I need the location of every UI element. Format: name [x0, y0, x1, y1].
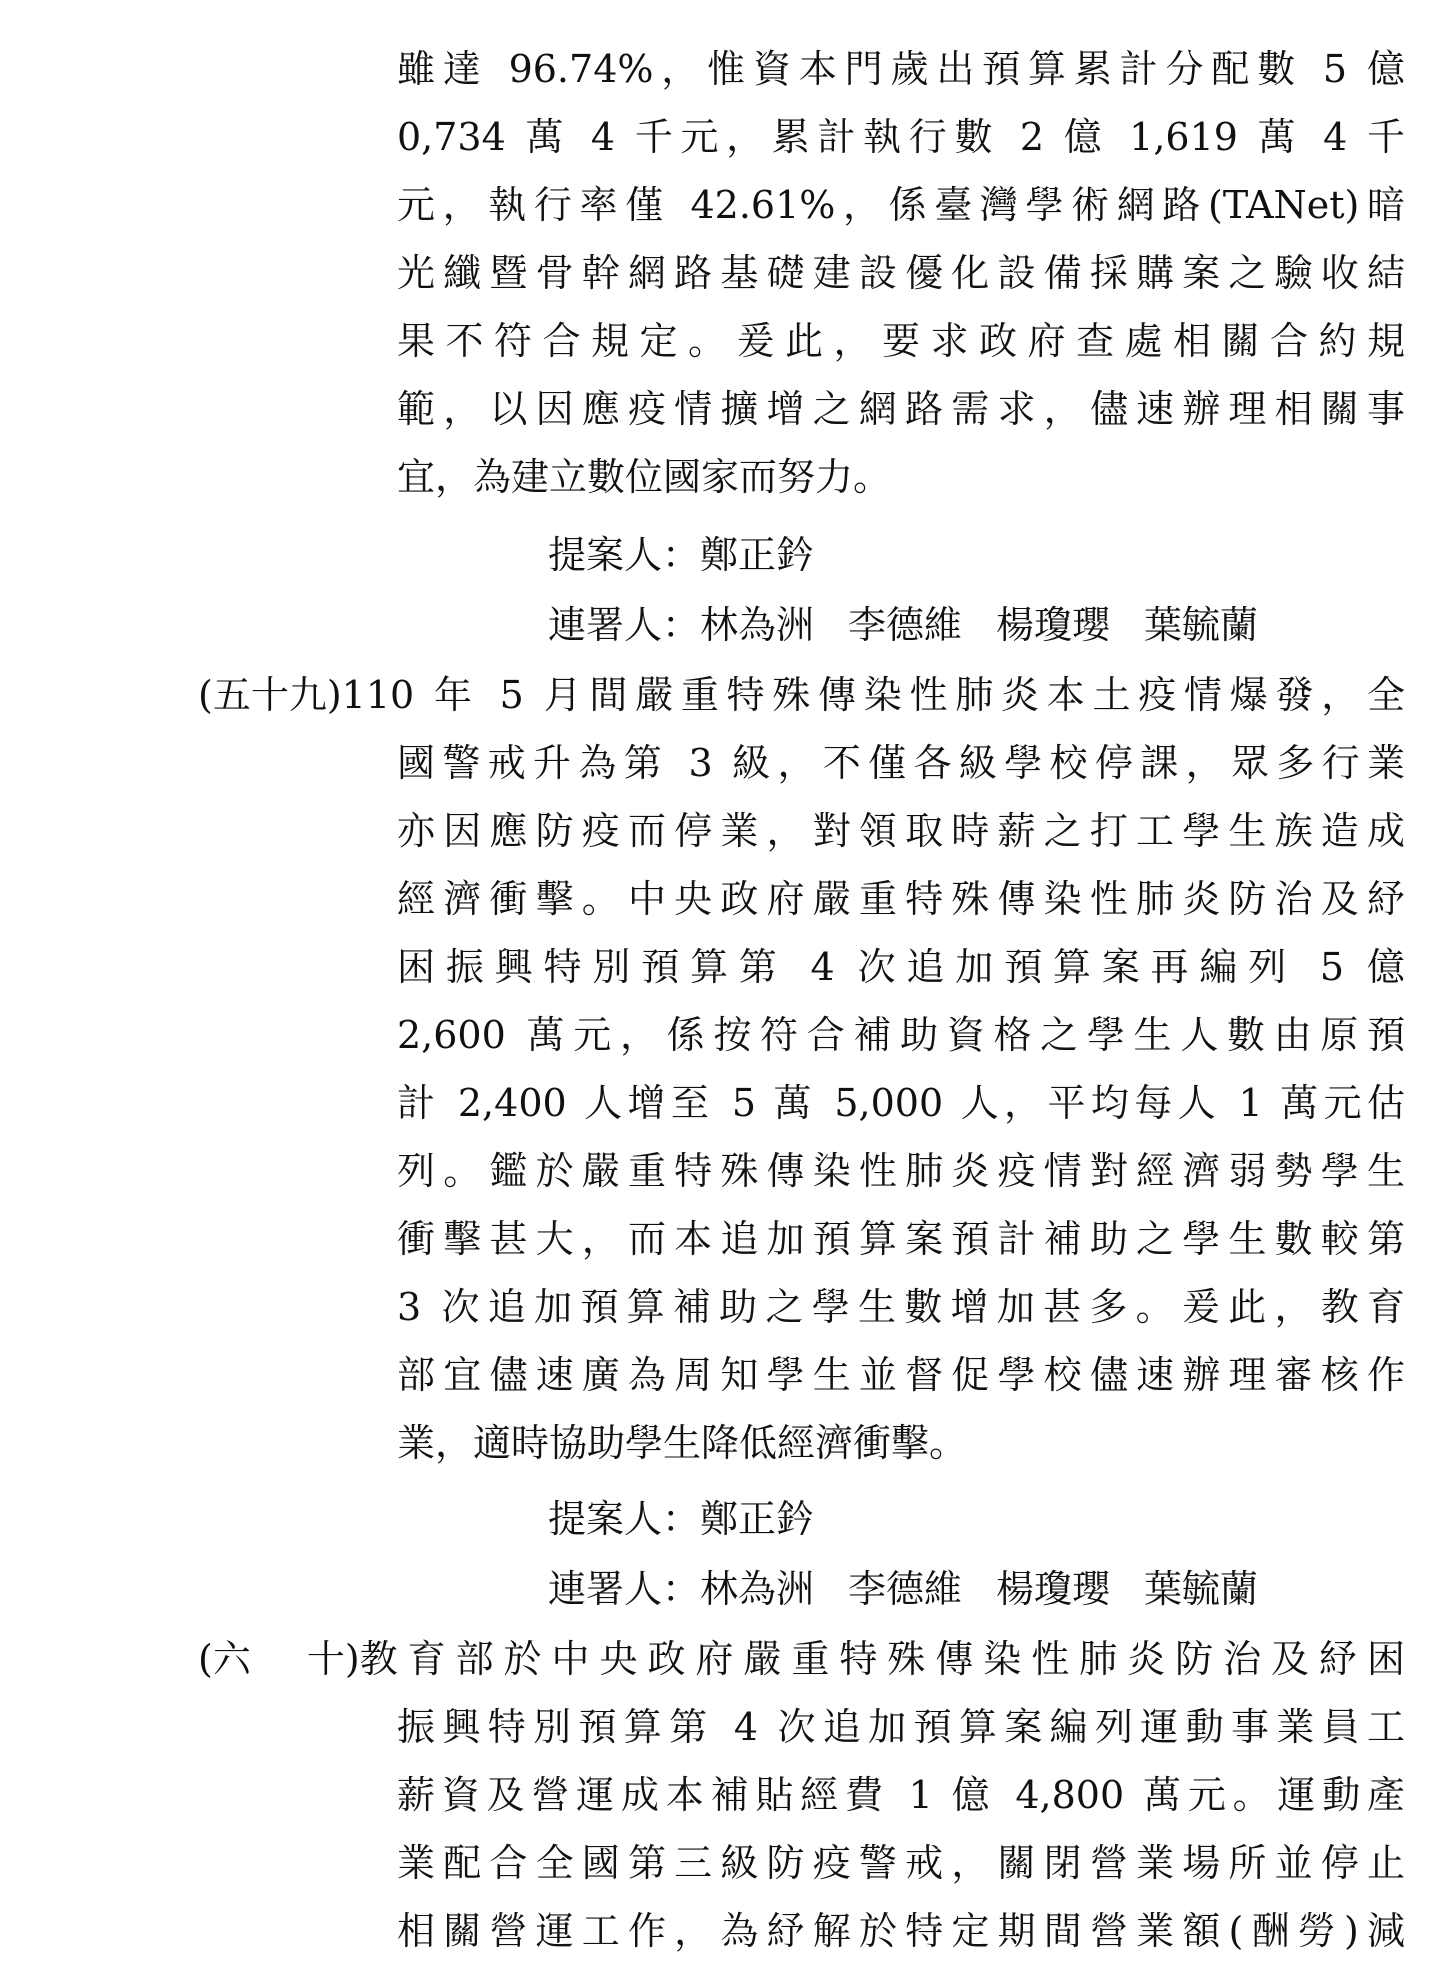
item-59-line-10: 3 次追加預算補助之學生數增加甚多。爰此，教育 — [397, 1285, 1405, 1329]
cosigner-label-58: 連署人：林為洲 — [548, 603, 815, 647]
item-60-first-line — [198, 1624, 1405, 1694]
item-59-line-9: 衝擊甚大，而本追加預算案預計補助之學生數較第 — [397, 1217, 1405, 1261]
item-60-line-4: 業配合全國第三級防疫警戒，關閉營業場所並停止 — [397, 1841, 1405, 1885]
item-59-line-7: 計 2,400 人增至 5 萬 5,000 人，平均每人 1 萬元估 — [397, 1081, 1405, 1125]
cosigner-58-3: 葉毓蘭 — [1144, 603, 1259, 647]
cosigner-59-3: 葉毓蘭 — [1144, 1567, 1259, 1611]
cosigners-59 — [548, 1554, 1405, 1624]
item-59-line-1: 110 年 5 月間嚴重特殊傳染性肺炎本土疫情爆發，全 — [341, 673, 1405, 717]
paragraph-58-line-2: 0,734 萬 4 千元，累計執行數 2 億 1,619 萬 4 千 — [397, 115, 1405, 159]
item-59-line-12: 業，適時協助學生降低經濟衝擊。 — [397, 1421, 968, 1465]
paragraph-58-line-1: 雖達 96.74%，惟資本門歲出預算累計分配數 5 億 — [397, 47, 1405, 91]
proposer-59: 提案人：鄭正鈐 — [548, 1497, 815, 1541]
item-59-line-11: 部宜儘速廣為周知學生並督促學校儘速辦理審核作 — [397, 1353, 1405, 1397]
cosigner-label-59: 連署人：林為洲 — [548, 1567, 815, 1611]
proposer-58: 提案人：鄭正鈐 — [548, 533, 815, 577]
item-60-number-close: 十) — [306, 1637, 360, 1681]
item-60-number — [198, 1624, 360, 1694]
item-59-number: (五十九) — [198, 673, 342, 717]
item-59-line-6: 2,600 萬元，係按符合補助資格之學生人數由原預 — [397, 1013, 1405, 1057]
item-59-line-5: 困振興特別預算第 4 次追加預算案再編列 5 億 — [397, 945, 1405, 989]
cosigners-58 — [548, 590, 1405, 660]
item-59-line-4: 經濟衝擊。中央政府嚴重特殊傳染性肺炎防治及紓 — [397, 877, 1405, 921]
item-60-line-1: 教育部於中央政府嚴重特殊傳染性肺炎防治及紓困 — [359, 1637, 1405, 1681]
paragraph-58-line-4: 光纖暨骨幹網路基礎建設優化設備採購案之驗收結 — [397, 251, 1405, 295]
item-59-line-3: 亦因應防疫而停業，對領取時薪之打工學生族造成 — [397, 809, 1405, 853]
paragraph-58-line-3: 元，執行率僅 42.61%，係臺灣學術網路(TANet)暗 — [397, 183, 1405, 227]
cosigner-58-2: 楊瓊瓔 — [996, 603, 1111, 647]
cosigner-58-1: 李德維 — [848, 603, 963, 647]
item-60-line-3: 薪資及營運成本補貼經費 1 億 4,800 萬元。運動產 — [397, 1773, 1405, 1817]
item-59-first-line — [198, 660, 1405, 730]
cosigner-59-1: 李德維 — [848, 1567, 963, 1611]
item-60-line-2: 振興特別預算第 4 次追加預算案編列運動事業員工 — [397, 1705, 1405, 1749]
cosigner-59-2: 楊瓊瓔 — [996, 1567, 1111, 1611]
paragraph-58-line-5: 果不符合規定。爰此，要求政府查處相關合約規 — [397, 319, 1405, 363]
paragraph-58-line-6: 範，以因應疫情擴增之網路需求，儘速辦理相關事 — [397, 387, 1405, 431]
paragraph-58-line-7: 宜，為建立數位國家而努力。 — [397, 455, 892, 499]
item-60-line-5: 相關營運工作，為紓解於特定期間營業額(酬勞)減 — [397, 1909, 1405, 1953]
item-59-line-8: 列。鑑於嚴重特殊傳染性肺炎疫情對經濟弱勢學生 — [397, 1149, 1405, 1193]
item-59-line-2: 國警戒升為第 3 級，不僅各級學校停課，眾多行業 — [397, 741, 1405, 785]
item-60-number-open: (六 — [198, 1637, 251, 1681]
